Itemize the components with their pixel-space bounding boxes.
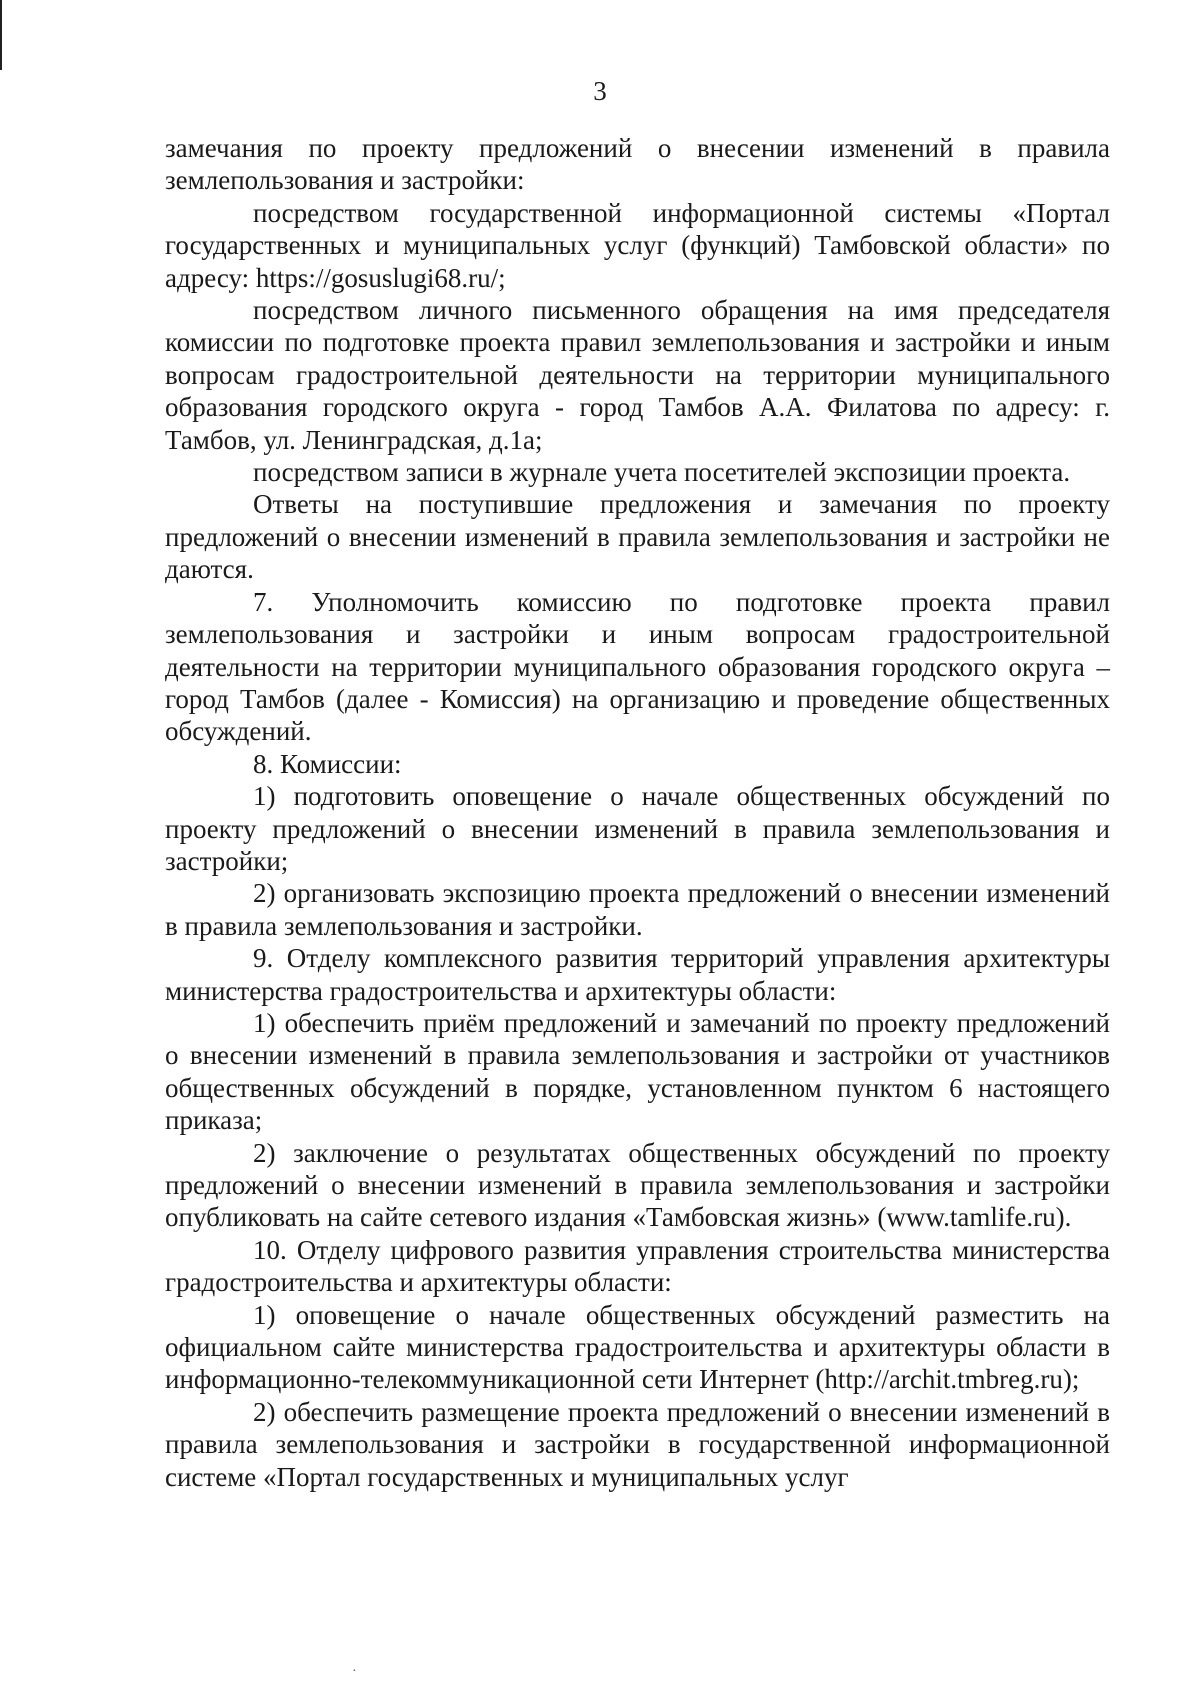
page-number: 3 bbox=[593, 76, 607, 106]
paragraph: посредством записи в журнале учета посетителей экспозиции проекта. bbox=[253, 457, 1071, 488]
scan-artifact: · bbox=[352, 1664, 357, 1679]
paragraph-subitem: 1) обеспечить приём предложений и замечаний по проекту предложений о внесении изменений в правила землепользования и застройки от участников общественных обсуждений в порядке, установленном пунктом 6 настоящего приказа; bbox=[165, 1007, 1110, 1136]
paragraph: Ответы на поступившие предложения и замечания по проекту предложений о внесении изменений в правила землепользования и застройки не даются. bbox=[165, 489, 1110, 585]
paragraph-subitem: 2) организовать экспозицию проекта предложений о внесении изменений в правила землепользования и застройки. bbox=[165, 878, 1110, 941]
paragraph-item-7: 7. Уполномочить комиссию по подготовке проекта правил землепользования и застройки и иным вопросам градостроительной деятельности на территории муниципального образования городского округа – город Тамбов (далее - Комиссия) на организацию и проведение общественных обсуждений. bbox=[165, 586, 1110, 747]
paragraph: посредством личного письменного обращения на имя председателя комиссии по подготовке проекта правил землепользования и застройки и иным вопросам градостроительной деятельности на территории муниципального образования городского округа - город Тамбов А.А. Филатова по адресу: г. Тамбов, ул. Ленинградская, д.1а; bbox=[165, 295, 1110, 455]
paragraph: посредством государственной информационной системы «Портал государственных и муниципальных услуг (функций) Тамбовской области» по адресу: https://gosuslugi68.ru/; bbox=[165, 197, 1110, 293]
paragraph: замечания по проекту предложений о внесении изменений в правила землепользования и застройки: bbox=[165, 133, 1110, 196]
paragraph-subitem: 1) оповещение о начале общественных обсуждений разместить на официальном сайте министерства градостроительства и архитектуры области в информационно-телекоммуникационной сети Интернет (http://archit.tmbreg.ru); bbox=[165, 1299, 1110, 1395]
scan-edge bbox=[0, 0, 2, 70]
paragraph-item-8: 8. Комиссии: bbox=[253, 748, 402, 779]
paragraph-subitem: 2) заключение о результатах общественных обсуждений по проекту предложений о внесении изменений в правила землепользования и застройки опубликовать на сайте сетевого издания «Тамбовская жизнь» (www.tamlife.ru). bbox=[165, 1137, 1110, 1233]
document-body bbox=[165, 132, 1110, 1493]
paragraph-subitem: 1) подготовить оповещение о начале общественных обсуждений по проекту предложений о внесении изменений в правила землепользования и застройки; bbox=[165, 781, 1110, 876]
paragraph-item-10: 10. Отделу цифрового развития управления строительства министерства градостроительства и архитектуры области: bbox=[165, 1234, 1110, 1298]
paragraph-item-9: 9. Отделу комплексного развития территорий управления архитектуры министерства градостроительства и архитектуры области: bbox=[165, 943, 1110, 1006]
paragraph-subitem: 2) обеспечить размещение проекта предложений о внесении изменений в правила землепользования и застройки в государственной информационной системе «Портал государственных и муниципальных услуг bbox=[165, 1396, 1110, 1492]
